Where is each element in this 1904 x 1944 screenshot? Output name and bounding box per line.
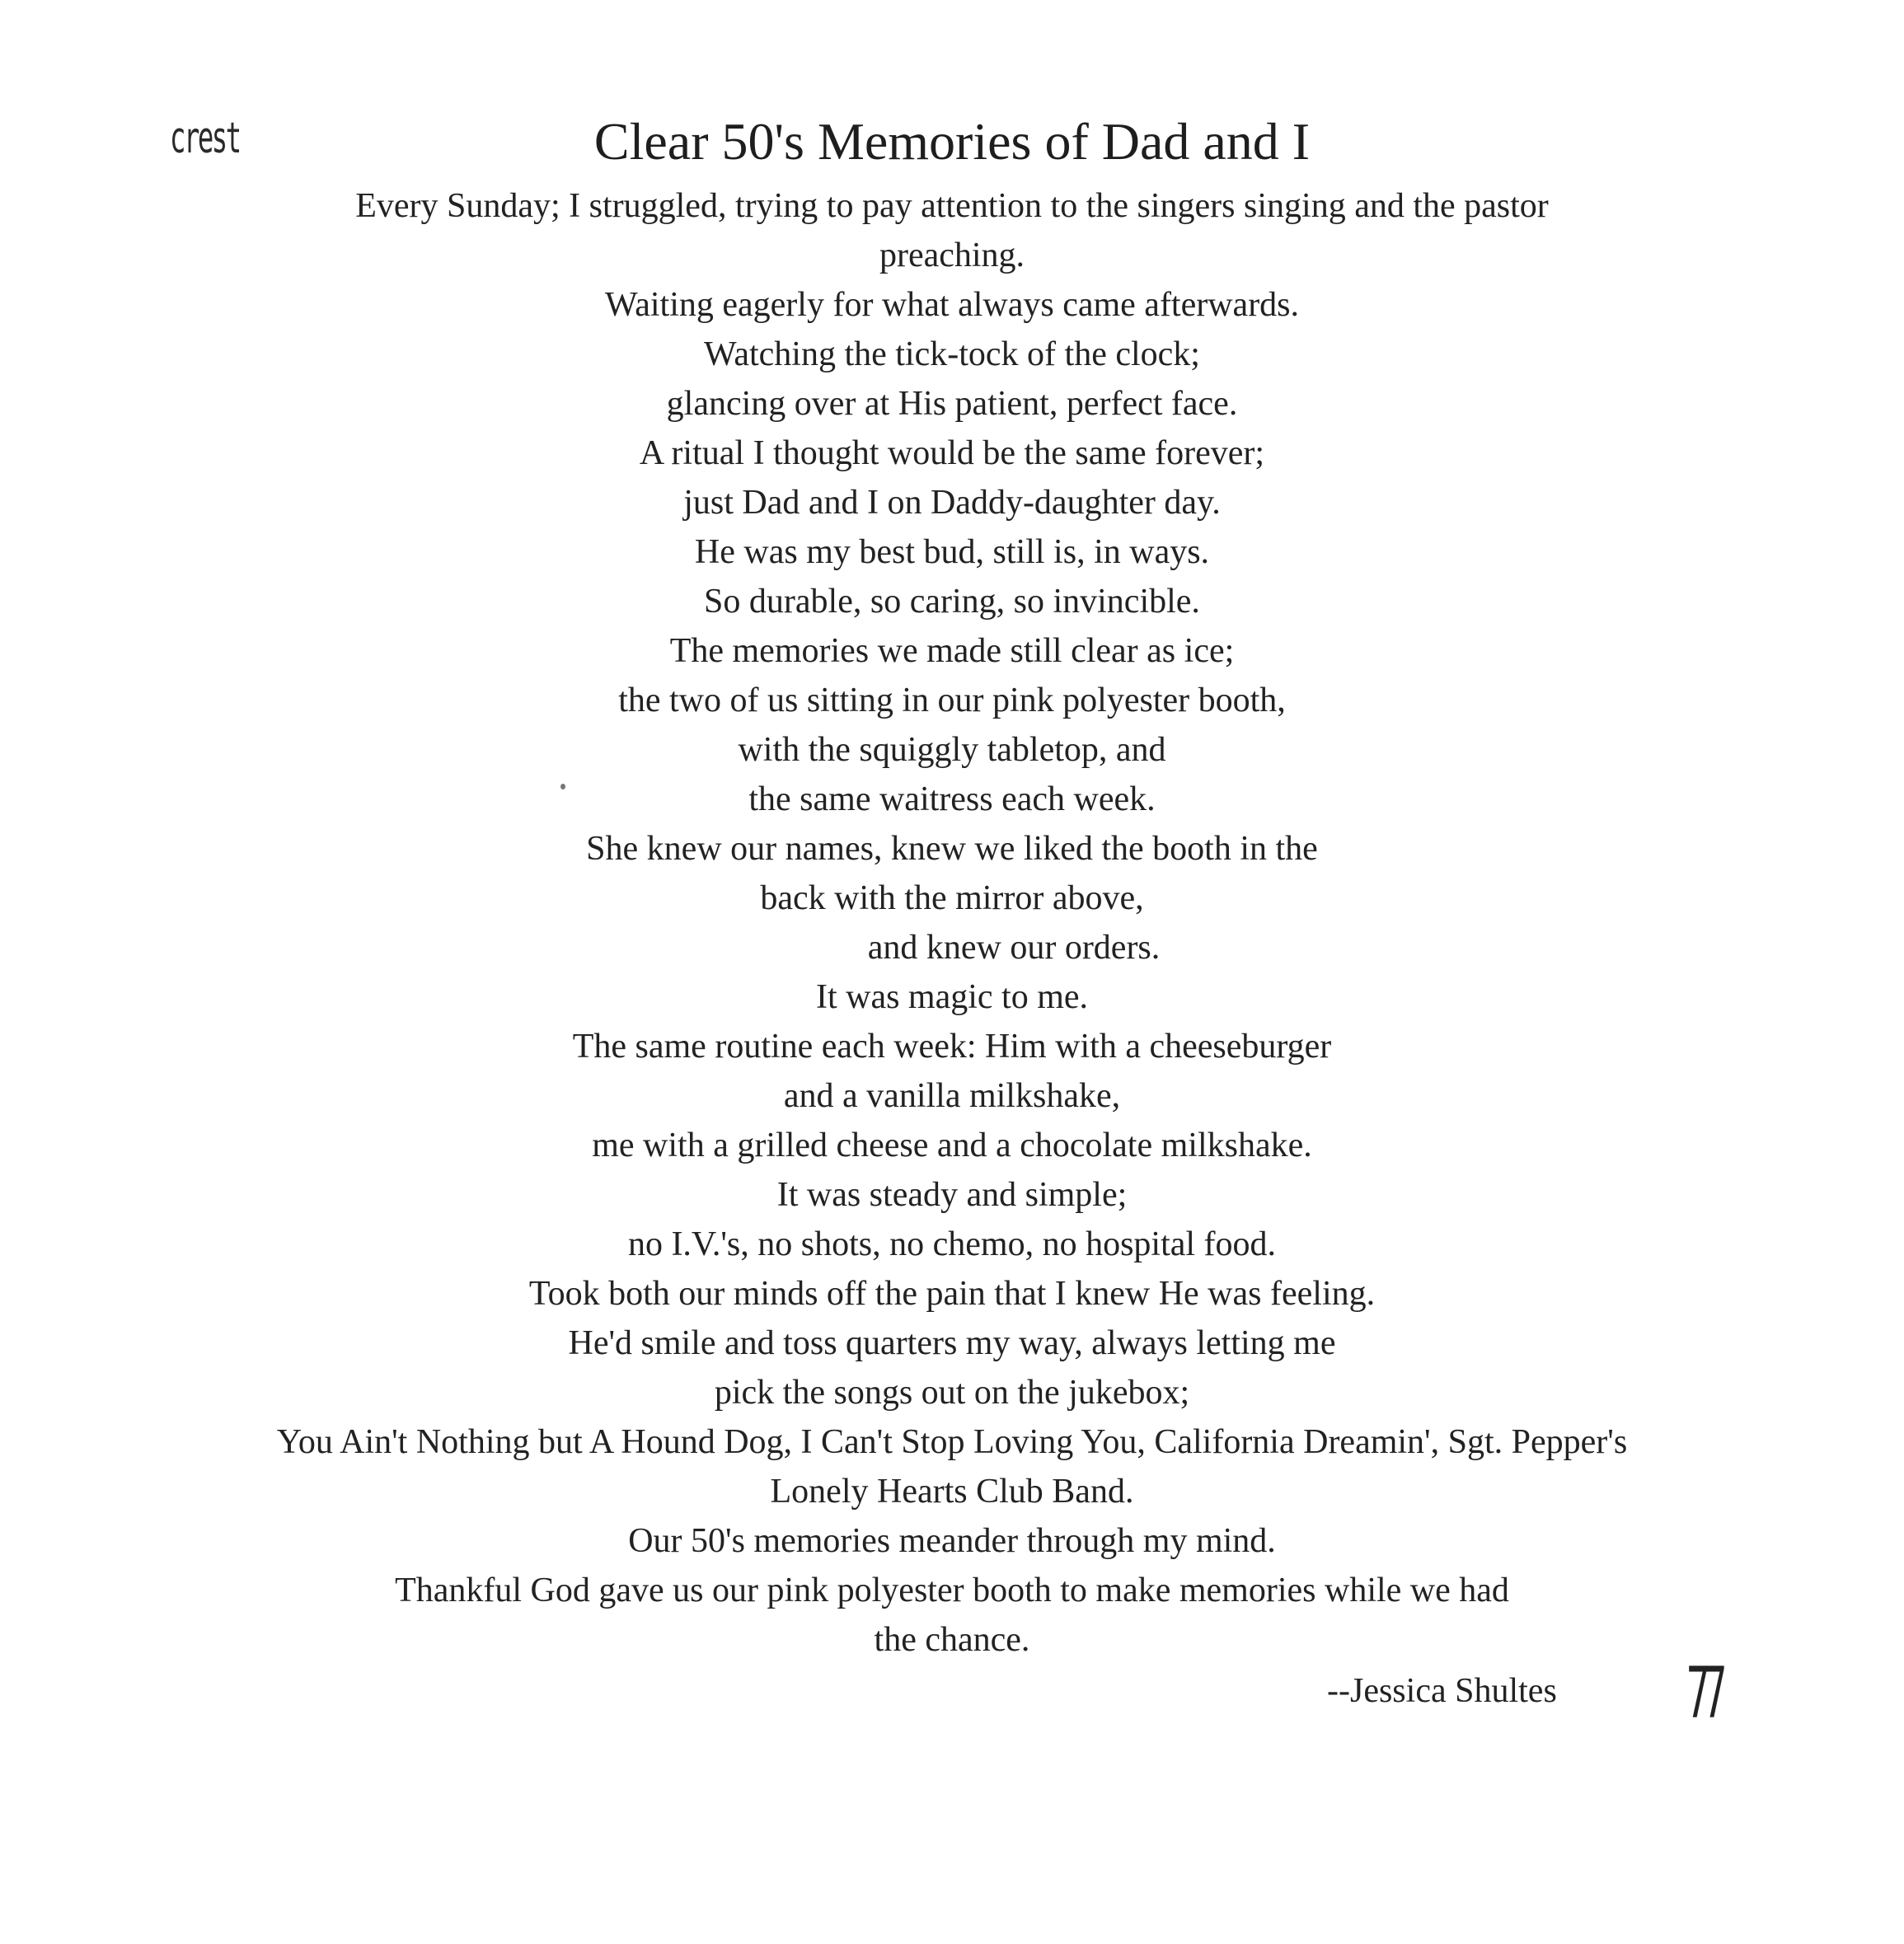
poem-line: the same waitress each week.: [748, 780, 1156, 818]
poem-line: Watching the tick-tock of the clock;: [704, 335, 1200, 373]
poem-line: It was magic to me.: [815, 978, 1089, 1016]
poem-author: --Jessica Shultes: [1327, 1672, 1557, 1710]
poem-line: pick the songs out on the jukebox;: [714, 1374, 1190, 1412]
poem-line: She knew our names, knew we liked the booth in the: [586, 830, 1318, 868]
ink-speck: [560, 784, 565, 789]
poem-line: Lonely Hearts Club Band.: [770, 1473, 1134, 1511]
poem-line: Every Sunday; I struggled, trying to pay attention to the singers singing and the pastor: [355, 187, 1549, 225]
poem-line: Our 50's memories meander through my mind.: [628, 1522, 1276, 1560]
poem-line: The memories we made still clear as ice;: [669, 632, 1235, 670]
poem-line: and knew our orders.: [867, 929, 1161, 967]
poem-line: Thankful God gave us our pink polyester booth to make memories while we had: [395, 1572, 1509, 1609]
poem-line: no I.V.'s, no shots, no chemo, no hospital food.: [627, 1225, 1277, 1263]
poem-body: [0, 181, 1904, 1665]
poem-line: preaching.: [879, 237, 1025, 274]
poem-line: me with a grilled cheese and a chocolate milkshake.: [592, 1127, 1312, 1164]
poem-line: glancing over at His patient, perfect face.: [666, 385, 1238, 423]
poem-line: So durable, so caring, so invincible.: [704, 583, 1200, 621]
poem-line: He'd smile and toss quarters my way, always letting me: [568, 1324, 1336, 1362]
poem-line: and a vanilla milkshake,: [783, 1077, 1121, 1115]
poem-line: You Ain't Nothing but A Hound Dog, I Can't Stop Loving You, California Dreamin', Sgt. Pepper's: [276, 1423, 1628, 1461]
poem-line: A ritual I thought would be the same forever;: [639, 434, 1265, 472]
poem-line: He was my best bud, still is, in ways.: [694, 533, 1210, 571]
poem-line: It was steady and simple;: [776, 1176, 1128, 1214]
poem-line: back with the mirror above,: [760, 879, 1144, 917]
magazine-name: crest: [170, 114, 240, 163]
poem-line: the two of us sitting in our pink polyester booth,: [618, 682, 1286, 719]
poem-line: the chance.: [874, 1621, 1030, 1659]
poem-line: just Dad and I on Daddy-daughter day.: [683, 484, 1221, 522]
poem-line: The same routine each week: Him with a cheeseburger: [572, 1028, 1332, 1066]
poem-title: Clear 50's Memories of Dad and I: [593, 112, 1311, 171]
page-number: 77: [1686, 1652, 1721, 1735]
poem-line: Took both our minds off the pain that I knew He was feeling.: [528, 1275, 1376, 1313]
poem-line: Waiting eagerly for what always came afterwards.: [604, 286, 1300, 324]
poem-line: with the squiggly tabletop, and: [738, 731, 1166, 769]
